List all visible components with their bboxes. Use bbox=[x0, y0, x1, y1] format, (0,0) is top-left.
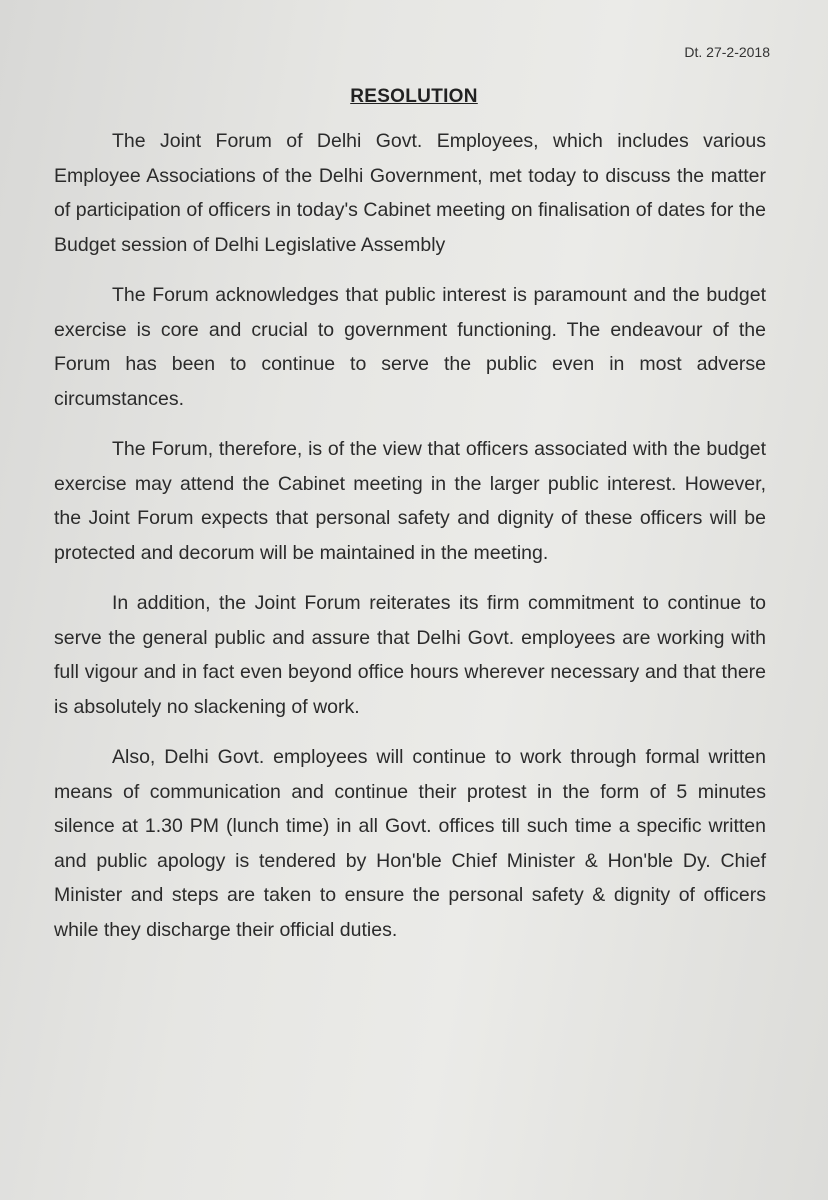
paragraph-5: Also, Delhi Govt. employees will continue to work through formal written means of communication and continue their protest in the form of 5 minutes silence at 1.30 PM (lunch time) in all Govt. offices till such time a specific written and public apology is tendered by Hon'ble Chief Minister & Hon'ble Dy. Chief Minister and steps are taken to ensure the personal safety & dignity of officers while they discharge their official duties. bbox=[54, 746, 766, 941]
document-title: RESOLUTION bbox=[350, 86, 478, 107]
document-date: Dt. 27-2-2018 bbox=[684, 44, 770, 60]
paragraph-1: The Joint Forum of Delhi Govt. Employees, which includes various Employee Associations of the Delhi Government, met today to discuss the matter of participation of officers in today's Cabinet meeting on finalisation of dates for the Budget session of Delhi Legislative Assembly bbox=[54, 130, 766, 256]
paragraph-3: The Forum, therefore, is of the view that officers associated with the budget exercise may attend the Cabinet meeting in the larger public interest. However, the Joint Forum expects that personal safety and dignity of these officers will be protected and decorum will be maintained in the meeting. bbox=[54, 438, 766, 564]
paragraph-2: The Forum acknowledges that public interest is paramount and the budget exercise is core and crucial to government functioning. The endeavour of the Forum has been to continue to serve the public even in most adverse circumstances. bbox=[54, 284, 766, 410]
paragraph-4: In addition, the Joint Forum reiterates its firm commitment to continue to serve the general public and assure that Delhi Govt. employees are working with full vigour and in fact even beyond office hours wherever necessary and that there is absolutely no slackening of work. bbox=[54, 592, 766, 718]
document-body bbox=[54, 124, 766, 963]
